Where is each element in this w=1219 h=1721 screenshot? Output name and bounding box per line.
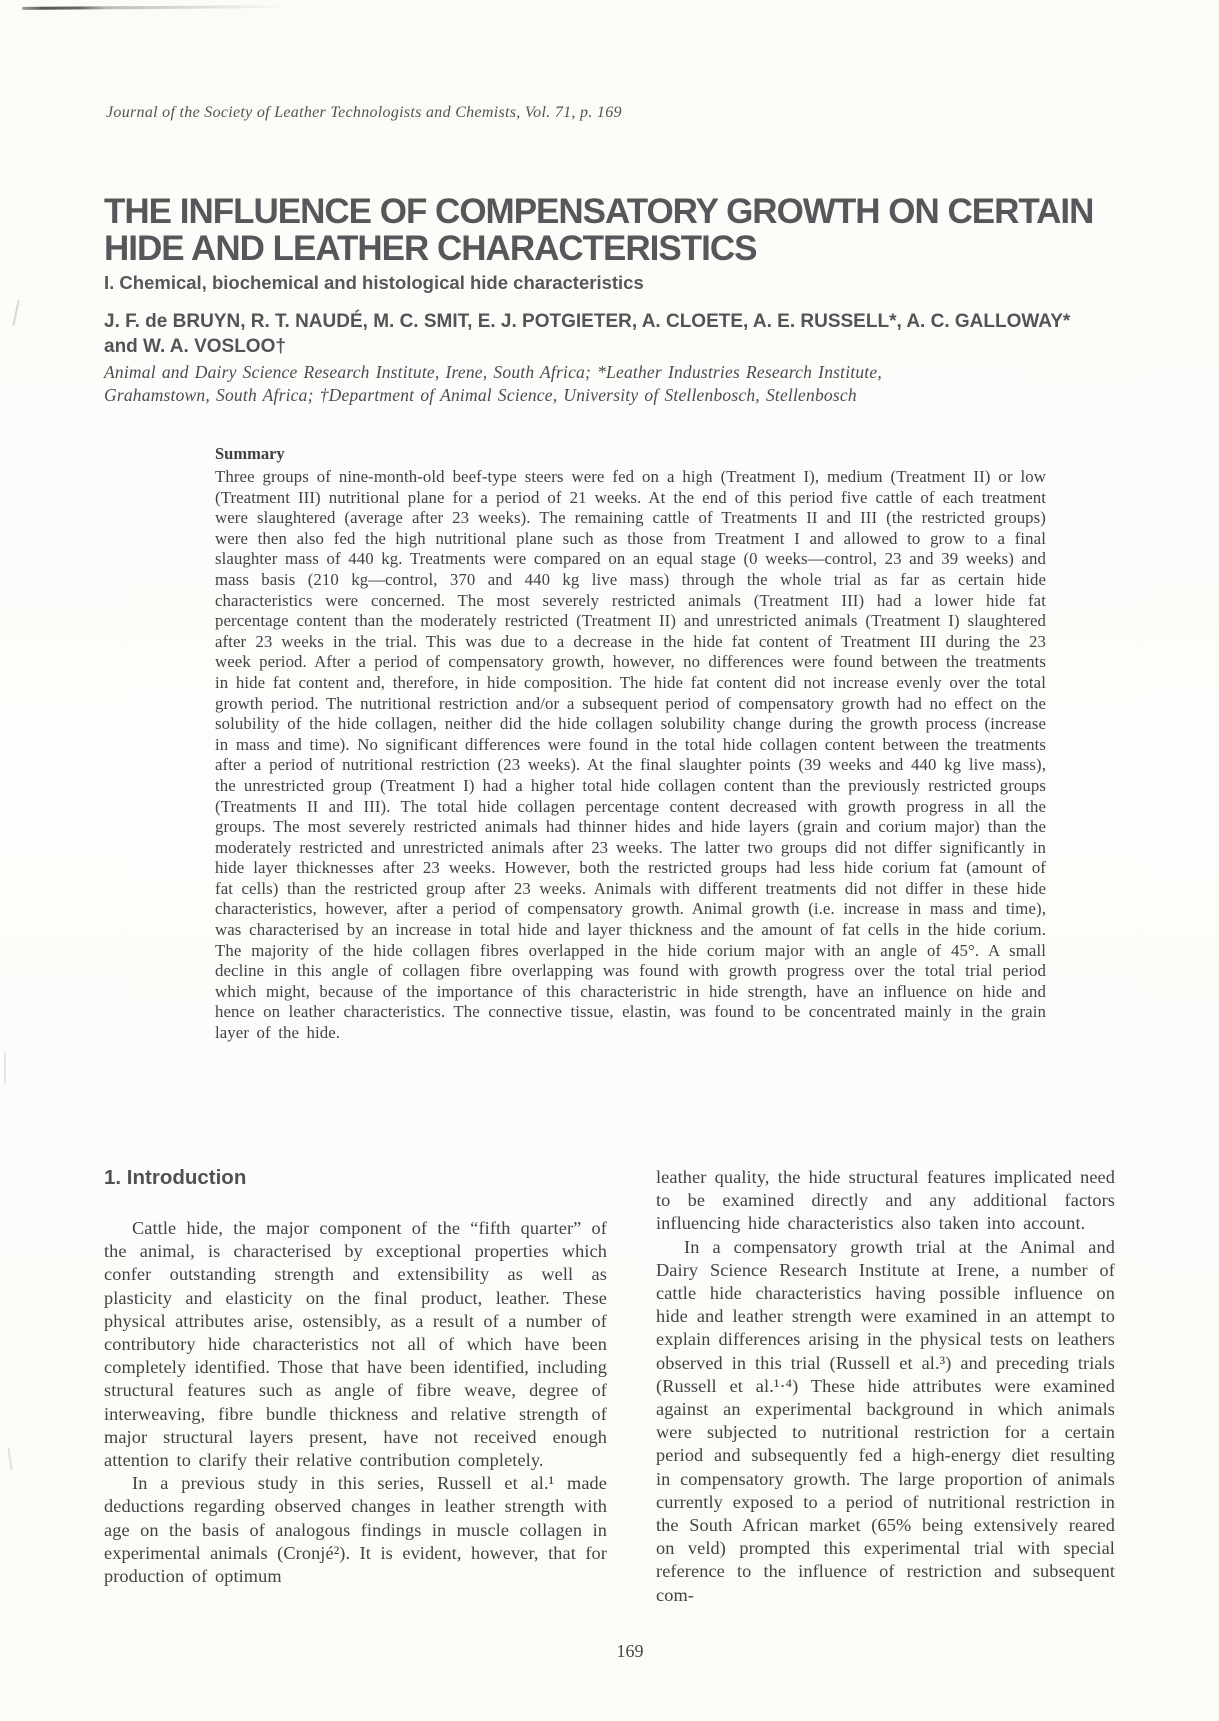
summary-heading: Summary [215, 444, 285, 463]
introduction-paragraph: In a previous study in this series, Russell et al.¹ made deductions regarding observed changes in leather strength with age on the basis of analogous findings in muscle collagen in experimental animals (Cronjé²). It is evident, however, that for production of optimum [104, 1473, 607, 1587]
page-number: 169 [616, 1641, 644, 1661]
introduction-left-column [104, 1166, 607, 1588]
affiliation-line-1: Animal and Dairy Science Research Institute, Irene, South Africa; *Leather Industries Research Institute, [104, 362, 882, 382]
scan-artifact-line [22, 5, 287, 10]
author-list [104, 309, 1070, 359]
affiliation [104, 361, 882, 407]
scan-artifact-mark [12, 300, 19, 326]
affiliation-line-2: Grahamstown, South Africa; †Department of Animal Science, University of Stellenbosch, Stellenbosch [104, 385, 857, 405]
journal-citation-line: Journal of the Society of Leather Technologists and Chemists, Vol. 71, p. 169 [106, 104, 622, 121]
introduction-right-column [656, 1166, 1115, 1607]
summary-section [215, 444, 1046, 1044]
scan-artifact-mark [7, 1448, 12, 1470]
scan-artifact-mark [4, 1053, 6, 1083]
author-list-line-1: J. F. de BRUYN, R. T. NAUDÉ, M. C. SMIT, E. J. POTGIETER, A. CLOETE, A. E. RUSSELL*, A. C. GALLOWAY* [104, 311, 1071, 332]
summary-text: Three groups of nine-month-old beef-type steers were fed on a high (Treatment I), medium (Treatment II) or low (Treatment III) nutritional plane for a period of 21 weeks. At the end of this period five cattle of each treatment were slaughtered (average after 23 weeks). The remaining cattle of Treatments II and III (the restricted groups) were then also fed the high nutritional plane such as those from Treatment I and allowed to grow to a final slaughter mass of 440 kg. Treatments were compared on an equal stage (0 weeks—control, 23 and 39 weeks) and mass basis (210 kg—control, 370 and 440 kg live mass) through the whole trial as far as certain hide characteristics were concerned. The most severely restricted animals (Treatment III) had a lower hide fat percentage content than the moderately restricted (Treatment II) and unrestricted animals (Treatment I) slaughtered after 23 weeks in the trial. This was due to a decrease in the hide fat content of Treatment III during the 23 week period. After a period of compensatory growth, however, no differences were found between the treatments in hide fat content and, therefore, in hide composition. The hide fat content did not increase evenly over the total growth period. The nutritional restriction and/or a subsequent period of compensatory growth had no effect on the solubility of the hide collagen, neither did the hide collagen solubility change during the growth process (increase in mass and time). No significant differences were found in the total hide collagen content between the treatments after a period of nutritional restriction (23 weeks). At the final slaughter points (39 weeks and 440 kg live mass), the unrestricted group (Treatment I) had a higher total hide collagen content than the previously restricted groups (Treatments II and III). The total hide collagen percentage content decreased with growth progress in all the groups. The most severely restricted animals had thinner hides and hide layers (grain and corium major) than the moderately restricted and unrestricted animals after 23 weeks. The latter two groups did not differ significantly in hide layer thicknesses after 23 weeks. However, both the restricted groups had less hide corium fat (amount of fat cells) than the restricted group after 23 weeks. Animals with different treatments did not differ in these hide characteristics, however, after a period of compensatory growth. Animal growth (i.e. increase in mass and time), was characterised by an increase in total hide and layer thickness and the amount of fat cells in the hide corium. The majority of the hide collagen fibres overlapped in the hide corium major with an angle of 45°. A small decline in this angle of collagen fibre overlapping was found with growth progress over the total trial period which might, because of the importance of this characteristric in hide strength, have an influence on hide and hence on leather characteristics. The connective tissue, elastin, was found to be concentrated mainly in the grain layer of the hide. [215, 467, 1046, 1043]
article-subtitle: I. Chemical, biochemical and histological hide characteristics [104, 272, 644, 294]
introduction-heading: 1. Introduction [104, 1166, 247, 1189]
article-title-line-2: HIDE AND LEATHER CHARACTERISTICS [104, 229, 757, 269]
introduction-paragraph: Cattle hide, the major component of the “fifth quarter” of the animal, is characterised by exceptional properties which confer outstanding strength and extensibility as well as plasticity and elasticity on the final product, leather. These physical attributes arise, ostensibly, as a result of a number of contributory hide characteristics not all of which have been completely identified. Those that have been identified, including structural features such as angle of fibre weave, degree of interweaving, fibre bundle thickness and relative strength of major structural layers present, have not received enough attention to clarify their relative contribution completely. [104, 1218, 607, 1471]
author-list-line-2: and W. A. VOSLOO† [104, 336, 286, 357]
article-title [104, 193, 1093, 267]
introduction-paragraph: leather quality, the hide structural features implicated need to be examined directly and any additional factors influencing hide characteristics also taken into account. [656, 1167, 1115, 1234]
article-title-line-1: THE INFLUENCE OF COMPENSATORY GROWTH ON CERTAIN [104, 192, 1094, 232]
introduction-paragraph: In a compensatory growth trial at the Animal and Dairy Science Research Institute at Irene, a number of cattle hide characteristics having possible influence on hide and leather strength were examined in an attempt to explain differences arising in the physical tests on leathers observed in this trial (Russell et al.³) and preceding trials (Russell et al.¹·⁴) These hide attributes were examined against an experimental background in which animals were subjected to nutritional restriction for a certain period and subsequently fed a high-energy diet resulting in compensatory growth. The large proportion of animals currently exposed to a period of nutritional restriction in the South African market (65% being extensively reared on veld) prompted this experimental trial with special reference to the influence of restriction and subsequent com- [656, 1236, 1115, 1605]
